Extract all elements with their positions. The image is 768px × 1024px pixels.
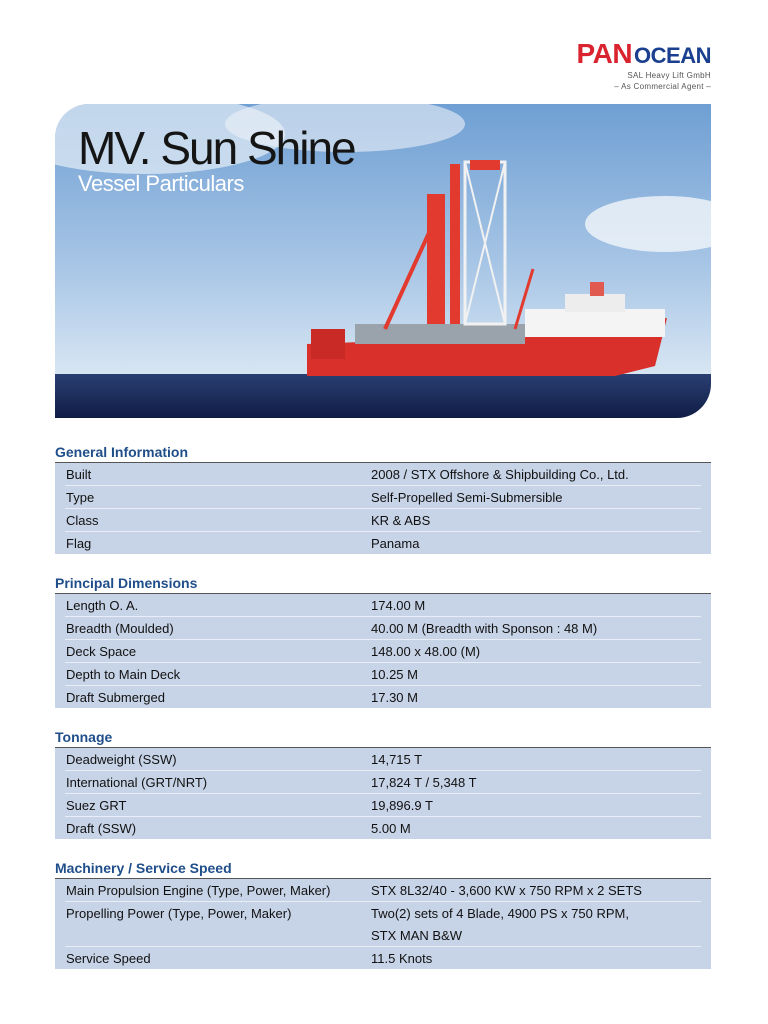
row-label: Flag [66,535,92,551]
row-label: Draft Submerged [66,689,165,705]
row-value: 40.00 M (Breadth with Sponson : 48 M) [371,620,598,636]
section-title: Principal Dimensions [55,575,198,591]
row-label: Main Propulsion Engine (Type, Power, Maker) [66,882,331,898]
logo-subline-2: – As Commercial Agent – [614,82,711,91]
logo-pan: PAN [576,38,633,69]
logo-wordmark [577,40,712,70]
particulars-table [55,594,711,708]
row-label: Class [66,512,99,528]
row-value: 10.25 M [371,666,418,682]
row-value: 19,896.9 T [371,797,433,813]
row-value: 14,715 T [371,751,423,767]
row-label: Deadweight (SSW) [66,751,177,767]
particulars-table [55,463,711,554]
row-label: Service Speed [66,950,151,966]
hero-banner [55,104,711,418]
table-row [65,902,701,924]
section-title: Tonnage [55,729,113,745]
vessel-name: MV. Sun Shine [78,122,355,174]
row-label: Suez GRT [66,797,127,813]
row-value: Panama [371,535,420,551]
section-machinery-service-speed [55,859,711,969]
row-label: Length O. A. [66,597,139,613]
section-title: General Information [55,444,189,460]
row-label: Draft (SSW) [66,820,137,836]
table-row [65,924,701,947]
table-row [65,794,701,817]
table-row [65,463,701,486]
table-row [65,594,701,617]
logo-ocean: OCEAN [634,43,711,68]
particulars-table [55,879,711,969]
page-subtitle: Vessel Particulars [78,171,244,196]
row-label: Type [66,489,95,505]
row-value: 148.00 x 48.00 (M) [371,643,481,659]
section-general-information [55,443,711,554]
row-label: Breadth (Moulded) [66,620,174,636]
particulars-table [55,748,711,839]
table-row [65,486,701,509]
section-principal-dimensions [55,574,711,708]
table-row [65,947,701,969]
row-value: STX 8L32/40 - 3,600 KW x 750 RPM x 2 SETS [371,882,642,898]
table-row [65,879,701,902]
table-row [65,617,701,640]
pan-ocean-logo [577,40,712,92]
table-row [65,640,701,663]
row-value: 11.5 Knots [371,950,433,966]
row-label: Propelling Power (Type, Power, Maker) [66,905,292,921]
row-value: 5.00 M [371,820,411,836]
row-value: Two(2) sets of 4 Blade, 4900 PS x 750 RPM, [371,905,629,921]
table-row [65,748,701,771]
table-row [65,817,701,839]
row-label: Deck Space [66,643,137,659]
row-value: 2008 / STX Offshore & Shipbuilding Co., Ltd. [371,466,629,482]
section-title: Machinery / Service Speed [55,860,232,876]
row-value: KR & ABS [371,512,431,528]
logo-subline-1: SAL Heavy Lift GmbH [627,71,711,80]
row-label: Built [66,466,92,482]
section-tonnage [55,728,711,839]
row-label: Depth to Main Deck [66,666,181,682]
row-value: Self-Propelled Semi-Submersible [371,489,563,505]
row-value: 17,824 T / 5,348 T [371,774,477,790]
row-value: 174.00 M [371,597,426,613]
table-row [65,686,701,708]
table-row [65,771,701,794]
row-value: STX MAN B&W [371,927,463,943]
table-row [65,509,701,532]
row-label: International (GRT/NRT) [66,774,208,790]
table-row [65,532,701,554]
row-value: 17.30 M [371,689,418,705]
table-row [65,663,701,686]
